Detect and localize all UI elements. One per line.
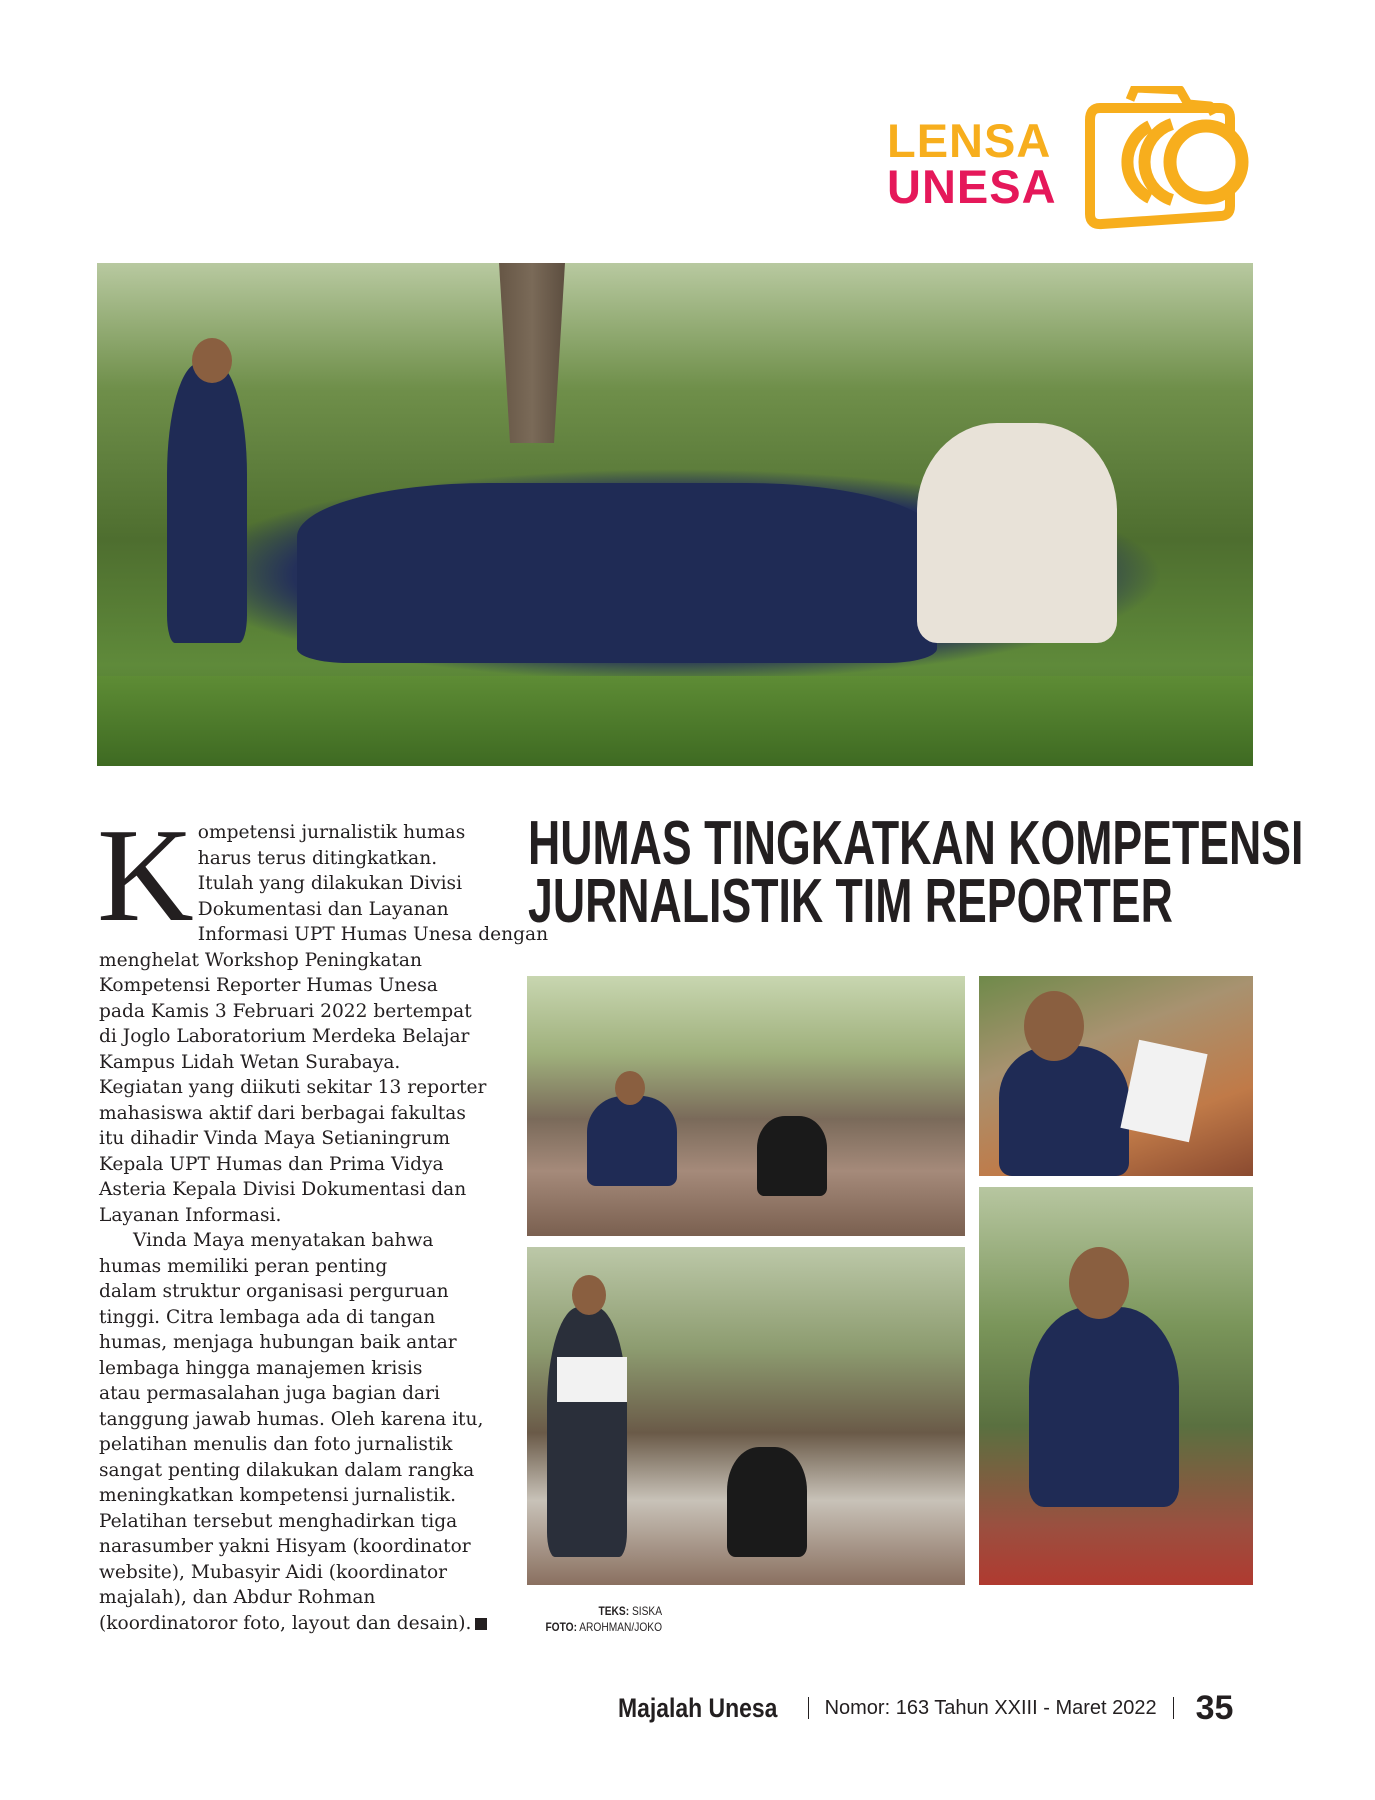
person [727,1447,807,1557]
person-group-right [917,423,1117,643]
logo-line-1: LENSA [887,114,1052,167]
photo-credit-value: AROHMAN/JOKO [579,1620,662,1634]
hero-group-photo [97,263,1253,766]
text-line: lembaga hingga manajemen krisis [99,1357,423,1379]
text-line: (koordinatoror foto, layout dan desain). [99,1612,472,1634]
text-line: tanggung jawab humas. Oleh karena itu, [99,1408,484,1430]
text-line: meningkatkan kompetensi jurnalistik. [99,1485,457,1506]
text-line: mahasiswa aktif dari berbagai fakultas [99,1102,466,1124]
photo-credit-label: FOTO: [545,1620,577,1634]
magazine-name: Majalah Unesa [618,1692,778,1723]
text-line: humas memiliki peran penting [99,1255,388,1277]
text-line: pada Kamis 3 Februari 2022 bertempat [99,1000,472,1022]
text-line: sangat penting dilakukan dalam rangka [99,1459,475,1481]
crouching-group [297,483,937,663]
text-line: pelatihan menulis dan foto jurnalistik [99,1434,453,1455]
text-line: tinggi. Citra lembaga ada di tangan [99,1306,436,1328]
paragraph-2 [99,1228,509,1636]
end-of-article-mark [475,1618,487,1630]
photo-speaker-seated [527,976,965,1236]
text-line: narasumber yakni Hisyam (koordinator [99,1536,471,1557]
divider [808,1697,809,1719]
text-line: menghelat Workshop Peningkatan [99,949,422,971]
person-head [1024,991,1084,1061]
person-head [192,338,232,383]
text-line: Itulah yang dilakukan Divisi [197,873,463,894]
page-footer [618,1688,1233,1728]
camera-icon [1080,86,1256,231]
text-line: Kegiatan yang diikuti sekitar 13 reporter [99,1077,487,1098]
text-line: majalah), dan Abdur Rohman [99,1587,376,1608]
text-line: harus terus ditingkatkan. [197,847,438,869]
text-line: ompetensi jurnalistik humas [197,822,466,843]
photo-man-speaking [979,1187,1253,1585]
text-credit-value: SISKA [631,1604,662,1618]
drop-cap: K [97,801,194,949]
text-line: website), Mubasyir Aidi (koordinator [99,1561,448,1583]
headline-line-2: JURNALISTIK TIM REPORTER [528,867,1173,936]
photo-standing-presenter [527,1247,965,1585]
issue-info: Nomor: 163 Tahun XXIII - Maret 2022 [824,1696,1157,1719]
logo-line-2: UNESA [887,160,1057,213]
photo-credits [541,1603,662,1635]
person [757,1116,827,1196]
text-credit-label: TEKS: [598,1604,630,1618]
person [999,1046,1129,1176]
person-head [572,1275,606,1315]
text-line: Kompetensi Reporter Humas Unesa [99,975,438,996]
text-line: Asteria Kepala Divisi Dokumentasi dan [99,1179,467,1200]
text-line: Pelatihan tersebut menghadirkan tiga [99,1510,458,1532]
text-line: Informasi UPT Humas Unesa dengan [197,924,549,945]
person [1029,1307,1179,1507]
text-line: di Joglo Laboratorium Merdeka Belajar [99,1026,470,1047]
document [557,1357,627,1402]
tree-trunk [477,263,587,443]
document [1120,1040,1207,1143]
person [587,1096,677,1186]
person [547,1307,627,1557]
text-line: humas, menjaga hubungan baik antar [99,1332,457,1353]
person-head [1069,1247,1129,1319]
person-head [615,1071,645,1105]
logo-wordmark [887,114,1057,213]
text-line: Layanan Informasi. [99,1204,282,1226]
text-line: Kepala UPT Humas dan Prima Vidya [99,1153,444,1175]
headline-line-1: HUMAS TINGKATKAN KOMPETENSI [528,809,1304,878]
article-headline [528,809,1304,936]
text-line: Kampus Lidah Wetan Surabaya. [99,1051,401,1073]
text-line: Vinda Maya menyatakan bahwa [133,1230,434,1251]
divider [1173,1697,1174,1719]
text-line: itu dihadir Vinda Maya Setianingrum [99,1128,450,1149]
grass [97,676,1253,766]
photo-man-with-document [979,976,1253,1176]
page-number: 35 [1195,1688,1234,1727]
text-line: atau permasalahan juga bagian dari [99,1383,440,1404]
text-line: Dokumentasi dan Layanan [197,898,449,920]
person [167,363,247,643]
article-body [97,801,549,1636]
text-line: dalam struktur organisasi perguruan [99,1281,449,1302]
